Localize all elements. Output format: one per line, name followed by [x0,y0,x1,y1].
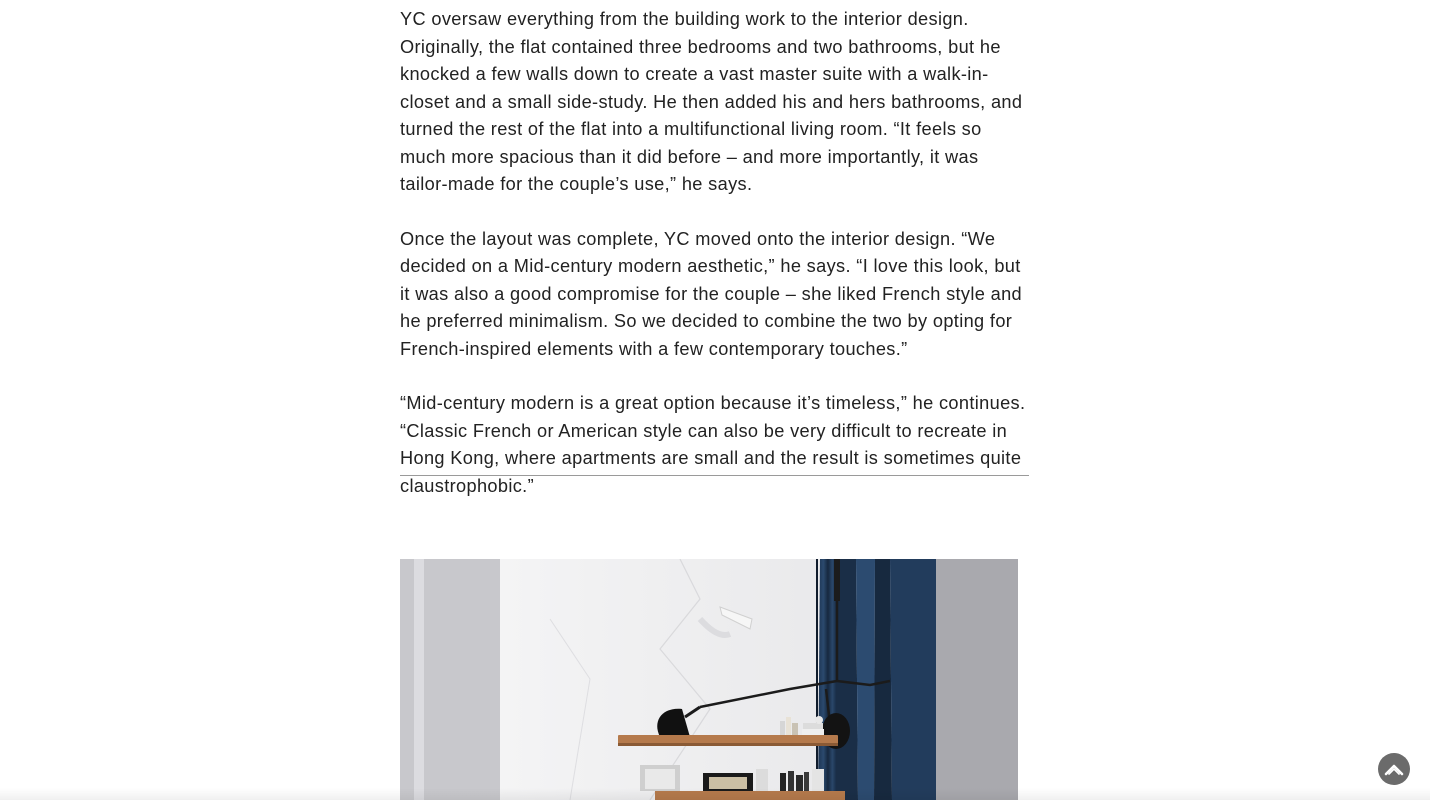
interior-photo-icon [400,559,1018,800]
article-paragraph-2: Once the layout was complete, YC moved onto the interior design. “We decided on a Mid-century modern aesthetic,” he says. “I love this look, but it was also a good compromise for the couple – she liked French style and he preferred minimalism. So we decided to combine the two by opting for French-inspired elements with a few contemporary touches.” [400,228,1023,359]
back-to-top-button[interactable] [1378,753,1410,785]
article-paragraph-3: “Mid-century modern is a great option because it’s timeless,” he continues. “Classic French or American style can also be very difficult to recreate in Hong Kong, where apartments are small and the result is sometimes quite claustrophobic.” [400,393,1026,496]
article-body [400,6,1030,527]
article-paragraph-1: YC oversaw everything from the building work to the interior design. Originally, the flat contained three bedrooms and two bathrooms, but he knocked a few walls down to create a vast master suite with a walk-in-closet and a small side-study. He then added his and hers bathrooms, and turned the rest of the flat into a multifunctional living room. “It feels so much more spacious than it did before – and more importantly, it was tailor-made for the couple’s use,” he says. [400,9,1023,194]
section-divider [400,475,1029,476]
interior-photo [400,559,1018,800]
chevron-up-icon [1384,760,1404,778]
